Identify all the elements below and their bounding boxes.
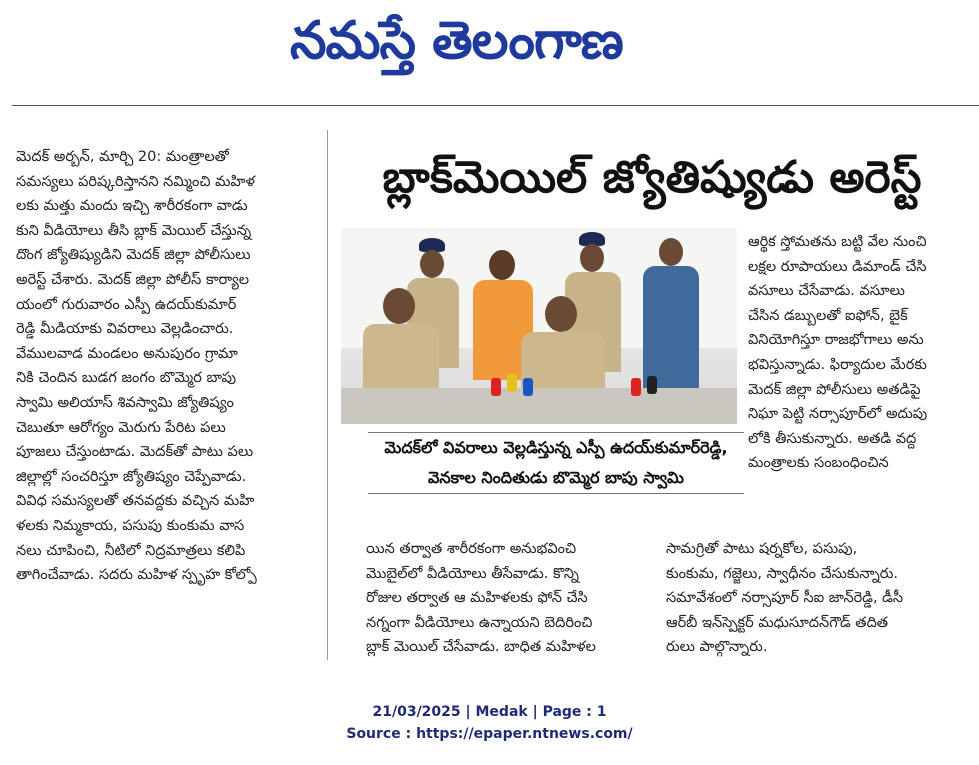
column-divider [327,130,328,660]
text-line: స్వామి అలియాస్ శివస్వామి జ్యోతిష్యం [16,394,234,411]
article-column-2 [366,537,656,660]
text-line: సమస్యలు పరిష్కరిస్తానని నమ్మించి మహిళ [16,173,255,190]
article-column-4 [666,537,966,660]
caption-line: వెనకాల నిందితుడు బొమ్మెర బాపు స్వామి [428,468,684,487]
text-line: మొబైల్‌లో వీడియోలు తీసేవాడు. కొన్ని [366,565,579,582]
text-line: వినియోగిస్తూ రాజభోగాలు అను [748,332,924,349]
text-line: యిన తర్వాత శారీరకంగా అనుభవించి [366,541,577,557]
text-line: చెబుతూ ఆరోగ్యం మెరుగు పేరిట పలు [16,419,226,436]
text-line: నలు చూపించి, నీటిలో నిద్రమాత్రలు కలిపి [16,542,246,559]
text-line: మంత్రాలకు సంబంధించిన [748,455,889,472]
article-column-1 [16,145,321,588]
text-line: ళలకు నిమ్మకాయ, పసుపు కుంకుమ వాస [16,517,245,534]
microphone-icon [631,378,641,396]
text-line: పూజలు చేస్తుంటాడు. మెదక్‌తో పాటు పలు [16,444,254,461]
text-line: కుని వీడియోలు తీసి బ్లాక్ మెయిల్ చేస్తున్న [16,222,252,239]
microphone-icon [491,378,501,396]
text-line: వసూలు చేసేవాడు. వసూలు [748,283,905,300]
caption-line: మెదక్‌లో వివరాలు వెల్లడిస్తున్న ఎస్పీ ఉదయ్‌కుమార్‌రెడ్డి, [384,438,728,457]
newspaper-masthead: నమస్తే తెలంగాణ [290,11,623,71]
text-line: మెదక్ జిల్లా పోలీసులు అతడిపై [748,381,921,398]
text-line: కుంకుమ, గజ్జెలు, స్వాధీనం చేసుకున్నారు. [666,565,899,582]
text-line: సామగ్రితో పాటు షర్నకోల, పసుపు, [666,541,858,557]
text-line: చేసిన డబ్బులతో ఐఫోన్, బైక్ [748,307,908,324]
masthead-divider [12,105,979,106]
text-line: లకు మత్తు మందు ఇచ్చి శారీరకంగా వాడు [16,198,248,215]
press-meet-photo [341,228,737,424]
photo-caption [368,432,744,494]
press-table [341,388,737,424]
text-line: ఆర్‌బీ ఇన్‌స్పెక్టర్ మధుసూదన్‌గౌడ్ తదిత [666,614,889,631]
text-line: నికి చెందిన బుడగ జంగం బొమ్మెర బాపు [16,370,237,387]
edition-info: 21/03/2025 | Medak | Page : 1 [372,704,607,720]
text-line: రులు పాల్గొన్నారు. [666,639,768,656]
article-column-3 [748,230,958,476]
text-line: దొంగ జ్యోతిష్యుడిని మెదక్ జిల్లా పోలీసులు [16,247,251,264]
microphone-icon [523,378,533,396]
text-line: ఆర్థిక స్తోమతను బట్టి వేల నుంచి [748,234,927,250]
text-line: వేములవాడ మండలం అనుపురం గ్రామా [16,345,238,362]
text-line: జిల్లాల్లో సంచరిస్తూ జ్యోతిష్యం చెప్పేవాడు. [16,468,247,485]
text-line: అరెస్ట్ చేశారు. మెదక్ జిల్లా పోలీస్ కార్యాల [16,271,250,288]
text-line: యంలో గురువారం ఎస్పీ ఉదయ్‌కుమార్ [16,296,237,313]
text-line: మెదక్ అర్బన్, మార్చి 20: మంత్రాలతో [16,149,229,165]
text-line: బ్లాక్ మెయిల్ చేసేవాడు. బాధిత మహిళల [366,639,596,656]
text-line: నగ్నంగా వీడియోలు ఉన్నాయని బెదిరించి [366,614,593,631]
text-line: రెడ్డి మీడియాకు వివరాలు వెల్లడించారు. [16,321,234,338]
text-line: రోజుల తర్వాత ఆ మహిళలకు ఫోన్ చేసి [366,590,588,607]
article-headline: బ్లాక్‌మెయిల్ జ్యోతిష్యుడు అరెస్ట్ [382,152,922,203]
text-line: లోకి తీసుకున్నారు. అతడి వద్ద [748,430,917,447]
text-line: తాగించేవాడు. సదరు మహిళ స్పృహ కోల్పో [16,567,257,584]
microphone-icon [507,374,517,392]
text-line: భవిస్తున్నాడు. ఫిర్యాదుల మేరకు [748,356,927,373]
microphone-icon [647,376,657,394]
source-link[interactable]: Source : https://epaper.ntnews.com/ [346,726,633,742]
text-line: నిఘా పెట్టి నర్సాపూర్‌లో అదుపు [748,406,928,423]
text-line: వివిధ సమస్యలతో తనవద్దకు వచ్చిన మహి [16,493,255,510]
text-line: లక్షల రూపాయలు డిమాండ్ చేసి [748,258,927,275]
text-line: సమావేశంలో నర్సాపూర్ సీఐ జాన్‌రెడ్డి, డీసీ [666,590,904,607]
